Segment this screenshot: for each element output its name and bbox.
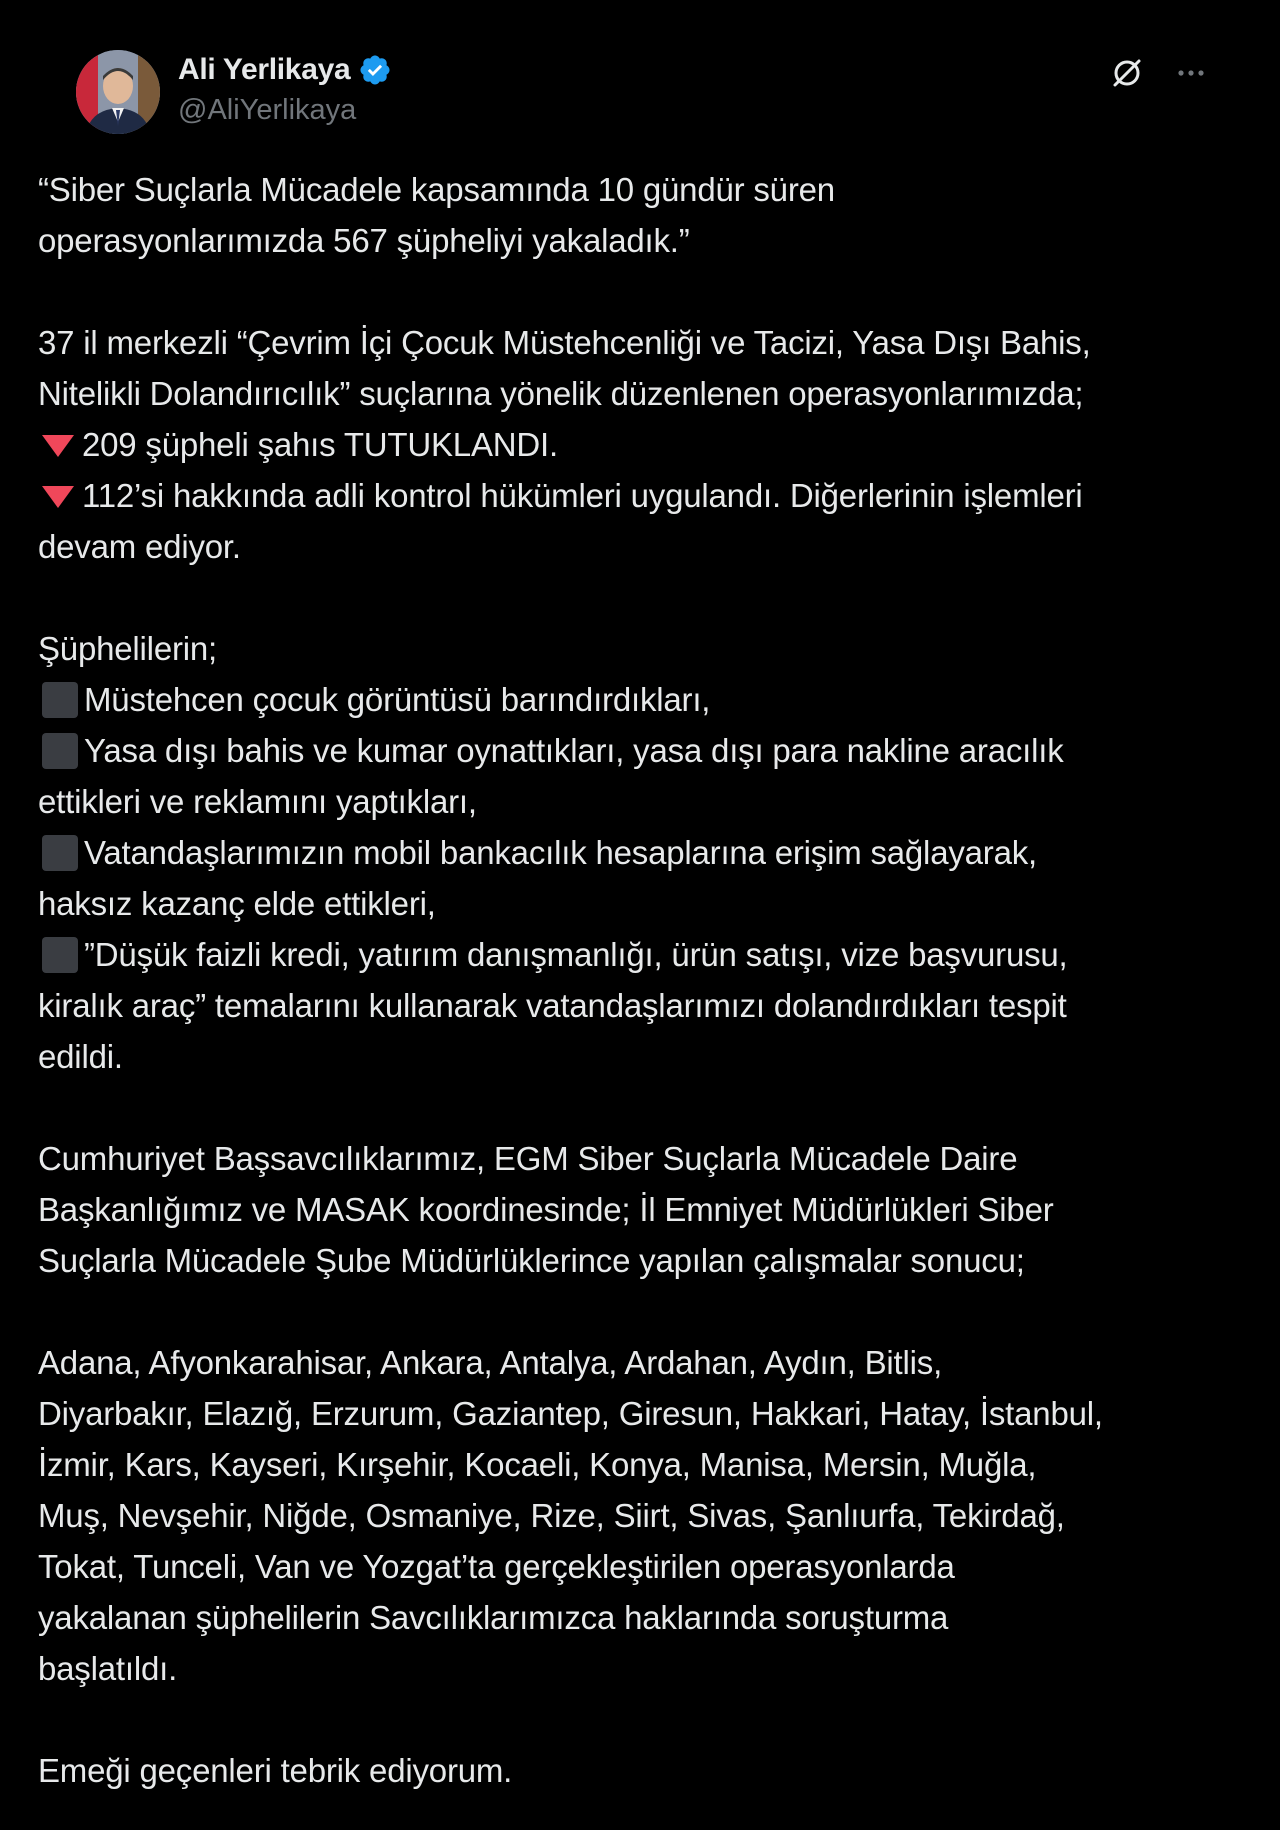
text-line: devam ediyor. [38, 528, 241, 565]
text-line: edildi. [38, 1038, 123, 1075]
bullet-judicial-control [38, 470, 1248, 521]
list-item [38, 725, 1248, 776]
text-line: 37 il merkezli “Çevrim İçi Çocuk Müstehcenliği ve Tacizi, Yasa Dışı Bahis, [38, 324, 1091, 361]
user-block [178, 50, 392, 127]
list-item [38, 674, 1248, 725]
tweet-header [38, 0, 1242, 150]
bullet-text: 112’si hakkında adli kontrol hükümleri uygulandı. Diğerlerinin işlemleri [82, 477, 1083, 514]
name-row [178, 50, 392, 90]
grok-button[interactable] [1106, 52, 1148, 94]
black-square-icon [42, 733, 78, 769]
more-options-button[interactable] [1170, 52, 1212, 94]
paragraph-operations [38, 317, 1248, 572]
text-line: Tokat, Tunceli, Van ve Yozgat’ta gerçekleştirilen operasyonlarda [38, 1548, 955, 1585]
paragraph-suspects [38, 623, 1248, 1082]
profile-photo [76, 50, 160, 134]
text-line: haksız kazanç elde ettikleri, [38, 885, 436, 922]
header-actions [1106, 52, 1212, 94]
verified-badge-icon[interactable] [358, 53, 392, 87]
text-line: Cumhuriyet Başsavcılıklarımız, EGM Siber Suçlarla Mücadele Daire [38, 1140, 1018, 1177]
more-options-icon [1173, 55, 1209, 91]
text-line: Nitelikli Dolandırıcılık” suçlarına yönelik düzenlenen operasyonlarımızda; [38, 375, 1084, 412]
text-line: Başkanlığımız ve MASAK koordinesinde; İl Emniyet Müdürlükleri Siber [38, 1191, 1054, 1228]
black-square-icon [42, 937, 78, 973]
paragraph-intro [38, 164, 1248, 266]
list-item [38, 929, 1248, 980]
text-line: yakalanan şüphelilerin Savcılıklarımızca haklarında soruşturma [38, 1599, 949, 1636]
paragraph-gap [38, 572, 1248, 623]
avatar[interactable] [76, 50, 160, 134]
red-triangle-icon [42, 435, 74, 457]
list-item-text: Yasa dışı bahis ve kumar oynattıkları, yasa dışı para nakline aracılık [84, 732, 1064, 769]
text-line: Muş, Nevşehir, Niğde, Osmaniye, Rize, Siirt, Sivas, Şanlıurfa, Tekirdağ, [38, 1497, 1065, 1534]
list-item-text: ”Düşük faizli kredi, yatırım danışmanlığı, ürün satışı, vize başvurusu, [84, 936, 1068, 973]
black-square-icon [42, 682, 78, 718]
user-handle[interactable]: @AliYerlikaya [178, 94, 357, 126]
paragraph-gap [38, 266, 1248, 317]
display-name[interactable]: Ali Yerlikaya [178, 53, 351, 86]
text-line: başlatıldı. [38, 1650, 178, 1687]
text-line: Emeği geçenleri tebrik ediyorum. [38, 1752, 513, 1789]
grok-icon [1109, 55, 1145, 91]
black-square-icon [42, 835, 78, 871]
text-line: Şüphelilerin; [38, 630, 218, 667]
tweet-text [38, 164, 1248, 1796]
paragraph-cities [38, 1337, 1248, 1694]
text-line: operasyonlarımızda 567 şüpheliyi yakaladık.” [38, 222, 690, 259]
paragraph-gap [38, 1082, 1248, 1133]
text-line: Adana, Afyonkarahisar, Ankara, Antalya, Ardahan, Aydın, Bitlis, [38, 1344, 943, 1381]
paragraph-coordination [38, 1133, 1248, 1286]
paragraph-gap [38, 1694, 1248, 1745]
text-line: kiralık araç” temalarını kullanarak vatandaşlarımızı dolandırdıkları tespit [38, 987, 1067, 1024]
text-line: ettikleri ve reklamını yaptıkları, [38, 783, 477, 820]
text-line: Diyarbakır, Elazığ, Erzurum, Gaziantep, Giresun, Hakkari, Hatay, İstanbul, [38, 1395, 1103, 1432]
list-item-text: Vatandaşlarımızın mobil bankacılık hesaplarına erişim sağlayarak, [84, 834, 1038, 871]
text-line: Suçlarla Mücadele Şube Müdürlüklerince yapılan çalışmalar sonucu; [38, 1242, 1025, 1279]
bullet-text: 209 şüpheli şahıs TUTUKLANDI. [82, 426, 558, 463]
text-line: “Siber Suçlarla Mücadele kapsamında 10 gündür süren [38, 171, 835, 208]
bullet-arrested [38, 419, 1248, 470]
list-item [38, 827, 1248, 878]
paragraph-gap [38, 1286, 1248, 1337]
paragraph-closing [38, 1745, 1248, 1796]
red-triangle-icon [42, 486, 74, 508]
list-item-text: Müstehcen çocuk görüntüsü barındırdıkları, [84, 681, 711, 718]
text-line: İzmir, Kars, Kayseri, Kırşehir, Kocaeli, Konya, Manisa, Mersin, Muğla, [38, 1446, 1037, 1483]
